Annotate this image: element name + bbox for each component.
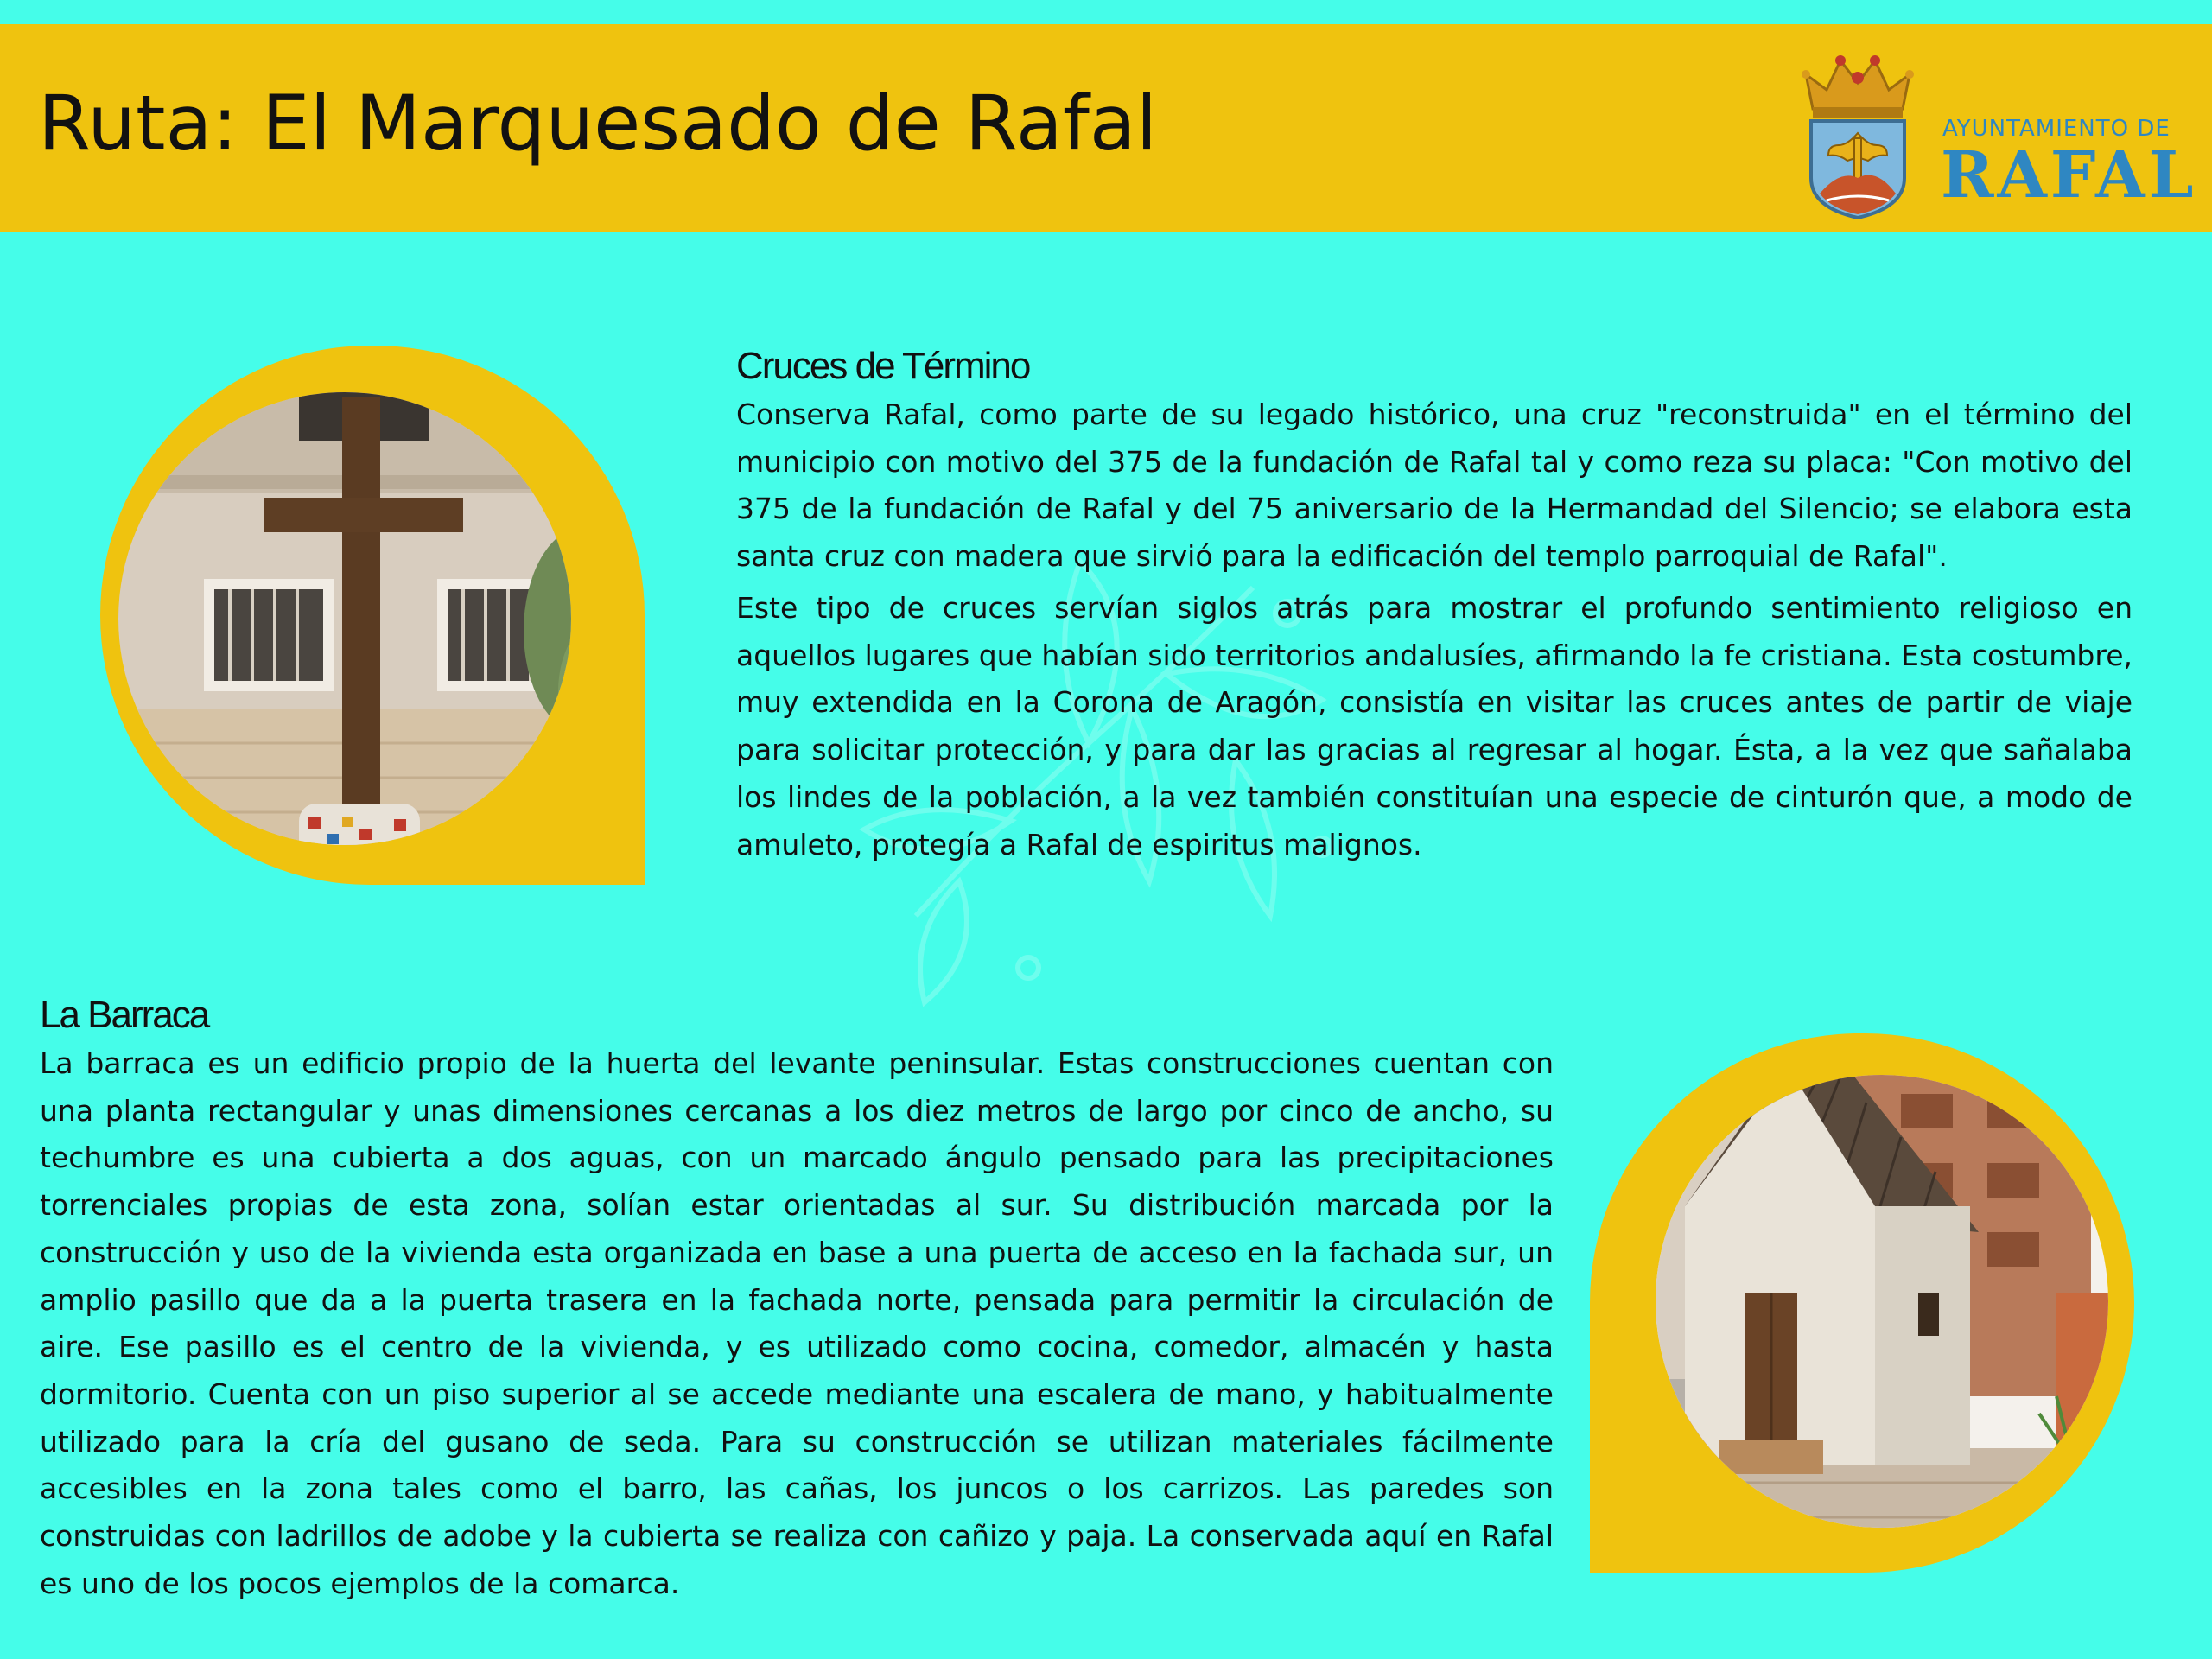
paragraph-cruces-2: Este tipo de cruces servían siglos atrás para mostrar el profundo sentimiento religioso en aquellos lugares que habían sido territorios andalusíes, afirmando la fe cristiana. Esta costumbre, muy extendida en la Corona de Aragón, consistía en visitar las cruces antes de partir de viaje para solicitar protección, y para dar las gracias al regresar al hogar. Ésta, a la vez que sañalaba los lindes de la población, a la vez también constituían una especie de cinturón que, a modo de amuleto, protegía a Rafal de espiritus malignos. (736, 591, 2133, 861)
section-title-barraca: La Barraca (40, 994, 209, 1036)
page-title: Ruta: El Marquesado de Rafal (38, 79, 1158, 168)
paragraph-cruces-1: Conserva Rafal, como parte de su legado histórico, una cruz "reconstruida" en el término del municipio con motivo del 375 de la fundación de Rafal tal y como reza su placa: "Con motivo del 375 de la fundación de Rafal y del 75 aniversario de la Hermandad del Silencio; se elabora esta santa cruz con madera que sirvió para la edificación del templo parroquial de Rafal". (736, 397, 2133, 574)
paragraph-barraca: La barraca es un edificio propio de la huerta del levante peninsular. Estas construcciones cuentan con una planta rectangular y unas dimensiones cercanas a los diez metros de largo por cinco de ancho, su techumbre es una cubierta a dos aguas, con un marcado ángulo pensado para las precipitaciones torrenciales propias de esta zona, solían estar orientadas al sur. Su distribución marcada por la construcción y uso de la vivienda esta organizada en base a una puerta de acceso en la fachada sur, un amplio pasillo que da a la puerta trasera en la fachada norte, pensada para permitir la circulación de aire. Ese pasillo es el centro de la vivienda, y es utilizado como cocina, comedor, almacén y hasta dormitorio. Cuenta con un piso superior al se accede mediante una escalera de mano, y habitualmente utilizado para la cría del gusano de seda. Para su construcción se utilizan materiales fácilmente accesibles en la zona tales como el barro, las cañas, los juncos o los carrizos. Las paredes son construidas con ladrillos de adobe y la cubierta se realiza con cañizo y paja. La conservada aquí en Rafal es uno de los pocos ejemplos de la comarca. (40, 1046, 1554, 1600)
cross-photo-frame (100, 346, 645, 890)
barraca-photo-frame (1590, 1033, 2134, 1573)
coat-of-arms-icon (1797, 48, 1918, 221)
logo-name: RAFAL (1941, 138, 2197, 213)
town-hall-logo (1797, 48, 2197, 221)
section-title-cruces: Cruces de Término (736, 345, 1030, 387)
logo-subtitle: AYUNTAMIENTO DE (1942, 116, 2171, 142)
